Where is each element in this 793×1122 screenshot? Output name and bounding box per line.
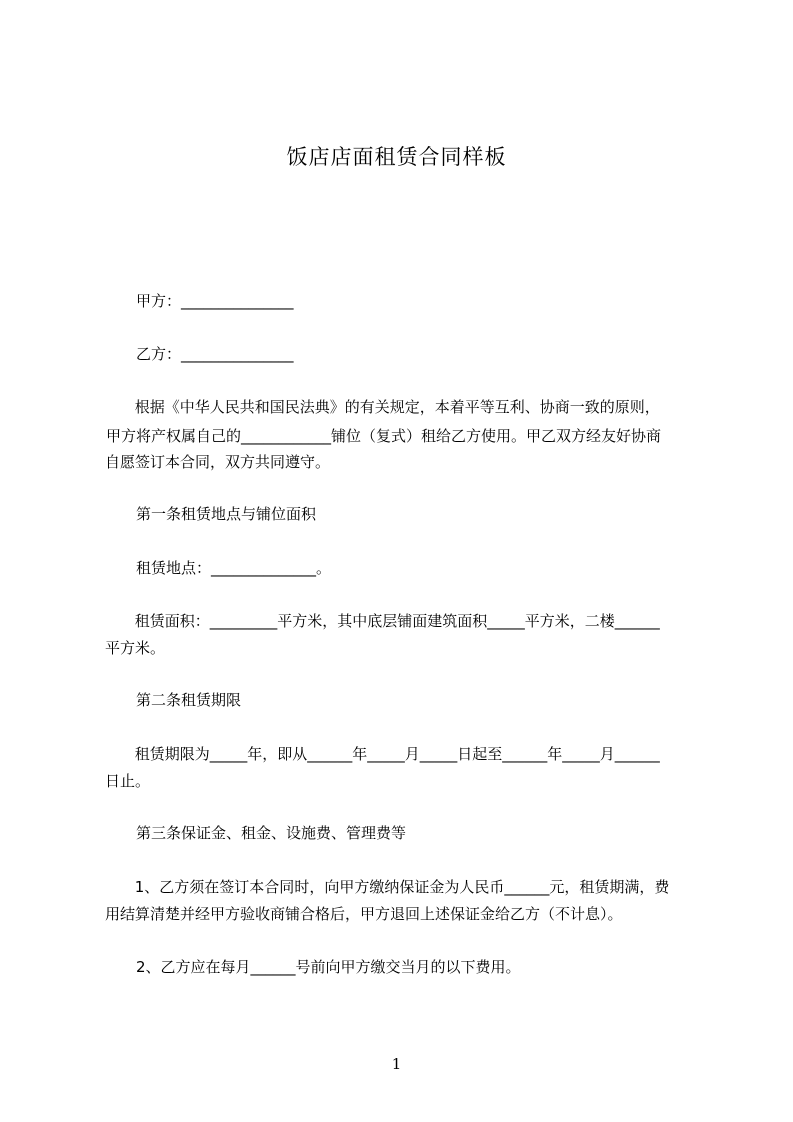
rental-period-line-1: 租赁期限为_____年，即从______年_____月_____日起至______年_____月______ [130,745,660,763]
party-a-line: 甲方：_______________ [136,292,294,310]
clause-1-line-1: 1、乙方须在签订本合同时，向甲方缴纳保证金为人民币______元，租赁期满，费 [130,878,670,896]
rental-area-line-1: 租赁面积：_________平方米，其中底层铺面建筑面积_____平方米，二楼______ [130,612,660,630]
rental-location-line: 租赁地点：______________。 [136,559,332,577]
rental-period-line-2: 日止。 [105,772,151,790]
article-3-heading: 第三条保证金、租金、设施费、管理费等 [136,824,407,842]
rental-area-line-2: 平方米。 [105,639,166,657]
document-title: 饭店店面租赁合同样板 [286,145,507,169]
clause-1-line-2: 用结算清楚并经甲方验收商铺合格后，甲方退回上述保证金给乙方（不计息）。 [105,905,623,923]
article-1-heading: 第一条租赁地点与铺位面积 [136,505,317,523]
page-number: 1 [391,1055,402,1073]
party-b-line: 乙方：_______________ [136,345,294,363]
intro-line-2: 甲方将产权属自己的____________铺位（复式）租给乙方使用。甲乙双方经友好协商 [106,427,662,445]
intro-line-3: 自愿签订本合同，双方共同遵守。 [105,453,331,471]
clause-2-line: 2、乙方应在每月______号前向甲方缴交当月的以下费用。 [136,958,521,976]
intro-line-1: 根据《中华人民共和国民法典》的有关规定，本着平等互利、协商一致的原则， [130,398,660,416]
article-2-heading: 第二条租赁期限 [136,691,242,709]
